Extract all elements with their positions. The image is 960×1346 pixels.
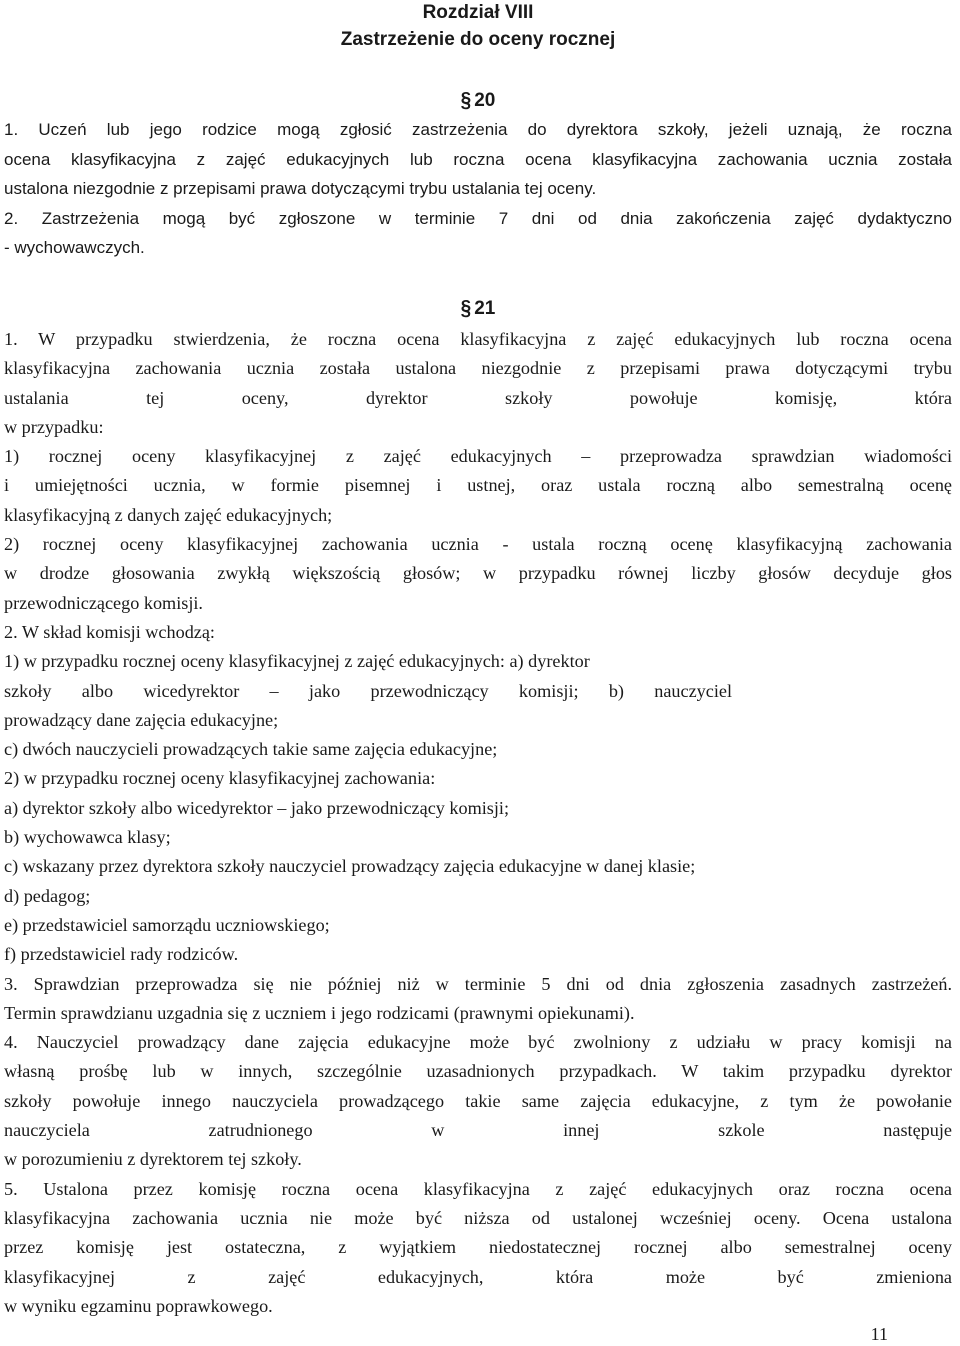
paragraph-line: f) przedstawiciel rady rodziców. — [4, 944, 239, 965]
paragraph-line: przewodniczącego komisji. — [4, 592, 203, 613]
paragraph-line: 1. Uczeń lub jego rodzice mogą zgłosić zastrzeżenia do dyrektora szkoły, jeżeli uznają, że roczna — [4, 120, 952, 139]
paragraph-line: 4. Nauczyciel prowadzący dane zajęcia edukacyjne może być zwolniony z udziału w pracy komisji na — [4, 1032, 952, 1053]
section-symbol: § — [460, 296, 472, 320]
paragraph-line: prowadzący dane zajęcia edukacyjne; — [4, 709, 279, 730]
paragraph-line: Termin sprawdzianu uzgadnia się z uczniem i jego rodzicami (prawnymi opiekunami). — [4, 1002, 635, 1023]
paragraph-line: 2. Zastrzeżenia mogą być zgłoszone w terminie 7 dni od dnia zakończenia zajęć dydaktyczno — [4, 208, 952, 228]
paragraph-line: 1. W przypadku stwierdzenia, że roczna ocena klasyfikacyjna z zajęć edukacyjnych lub roczna ocena — [4, 329, 952, 349]
paragraph-line: i umiejętności ucznia, w formie pisemnej i ustnej, oraz ustala roczną albo semestralną ocenę — [4, 475, 952, 496]
section-symbol: § — [460, 88, 472, 112]
paragraph-line: klasyfikacyjna zachowania ucznia została ustalona niezgodnie z przepisami prawa dotyczącymi trybu — [4, 358, 952, 379]
section-heading-21 — [4, 296, 952, 322]
paragraph-line: własną prośbę lub w innych, szczególnie uzasadnionych przypadkach. W takim przypadku dyrektor — [4, 1061, 952, 1082]
paragraph-line: w porozumieniu z dyrektorem tej szkoły. — [4, 1149, 302, 1170]
page-number: 11 — [870, 1324, 888, 1344]
paragraph-line: klasyfikacyjna zachowania ucznia nie może być niższa od ustalonej wcześniej oceny. Ocena ustalona — [4, 1207, 952, 1228]
chapter-subtitle: Zastrzeżenie do oceny rocznej — [340, 29, 616, 50]
section-number: 20 — [474, 90, 496, 111]
paragraph-line: - wychowawczych. — [4, 238, 145, 257]
paragraph-line: c) wskazany przez dyrektora szkoły nauczyciel prowadzący zajęcia edukacyjne w danej klasie; — [4, 856, 696, 877]
paragraph-line: d) pedagog; — [4, 885, 91, 906]
paragraph-line: 5. Ustalona przez komisję roczna ocena klasyfikacyjna z zajęć edukacyjnych oraz roczna ocena — [4, 1178, 952, 1199]
paragraph-line: 3. Sprawdzian przeprowadza się nie później niż w terminie 5 dni od dnia zgłoszenia zasadnych zastrzeżeń. — [4, 973, 952, 994]
paragraph-line: szkoły albo wicedyrektor – jako przewodniczący komisji; b) nauczyciel — [4, 680, 732, 701]
section-21-body — [4, 325, 952, 1321]
paragraph-line: w drodze głosowania zwykłą większością głosów; w przypadku równej liczby głosów decyduje głos — [4, 563, 952, 584]
paragraph-line: c) dwóch nauczycieli prowadzących takie same zajęcia edukacyjne; — [4, 739, 498, 760]
section-20-body — [4, 115, 952, 263]
paragraph-line: 1) w przypadku rocznej oceny klasyfikacyjnej z zajęć edukacyjnych: a) dyrektor — [4, 651, 590, 672]
paragraph-line: ustalona niezgodnie z przepisami prawa dotyczącymi trybu ustalania tej oceny. — [4, 179, 597, 198]
paragraph-line: klasyfikacyjną z danych zajęć edukacyjnych; — [4, 504, 333, 525]
paragraph-line: 2) w przypadku rocznej oceny klasyfikacyjnej zachowania: — [4, 768, 436, 789]
paragraph-line: 2) rocznej oceny klasyfikacyjnej zachowania ucznia - ustala roczną ocenę klasyfikacyjną zachowania — [4, 534, 952, 555]
paragraph-line: ustalania tej oceny, dyrektor szkoły powołuje komisję, która — [4, 387, 952, 408]
paragraph-line: b) wychowawca klasy; — [4, 827, 171, 848]
paragraph-line: przez komisję jest ostateczna, z wyjątkiem niedostatecznej rocznej albo semestralnej oceny — [4, 1237, 952, 1258]
paragraph-line: w przypadku: — [4, 416, 104, 437]
paragraph-line: nauczyciela zatrudnionego w innej szkole następuje — [4, 1120, 952, 1141]
paragraph-line: e) przedstawiciel samorządu uczniowskiego; — [4, 914, 330, 935]
paragraph-line: klasyfikacyjnej z zajęć edukacyjnych, która może być zmieniona — [4, 1266, 952, 1287]
section-number: 21 — [474, 298, 496, 319]
paragraph-line: 1) rocznej oceny klasyfikacyjnej z zajęć edukacyjnych – przeprowadza sprawdzian wiadomości — [4, 446, 952, 467]
paragraph-line: w wyniku egzaminu poprawkowego. — [4, 1295, 273, 1316]
section-heading-20 — [4, 88, 952, 114]
chapter-title: Rozdział VIII — [422, 2, 534, 23]
paragraph-line: szkoły powołuje innego nauczyciela prowadzącego takie same zajęcia edukacyjne, z tym że powołanie — [4, 1090, 952, 1111]
paragraph-line: ocena klasyfikacyjna z zajęć edukacyjnych lub roczna ocena klasyfikacyjna zachowania ucznia została — [4, 149, 952, 169]
paragraph-line: 2. W skład komisji wchodzą: — [4, 621, 215, 642]
paragraph-line: a) dyrektor szkoły albo wicedyrektor – jako przewodniczący komisji; — [4, 797, 510, 818]
